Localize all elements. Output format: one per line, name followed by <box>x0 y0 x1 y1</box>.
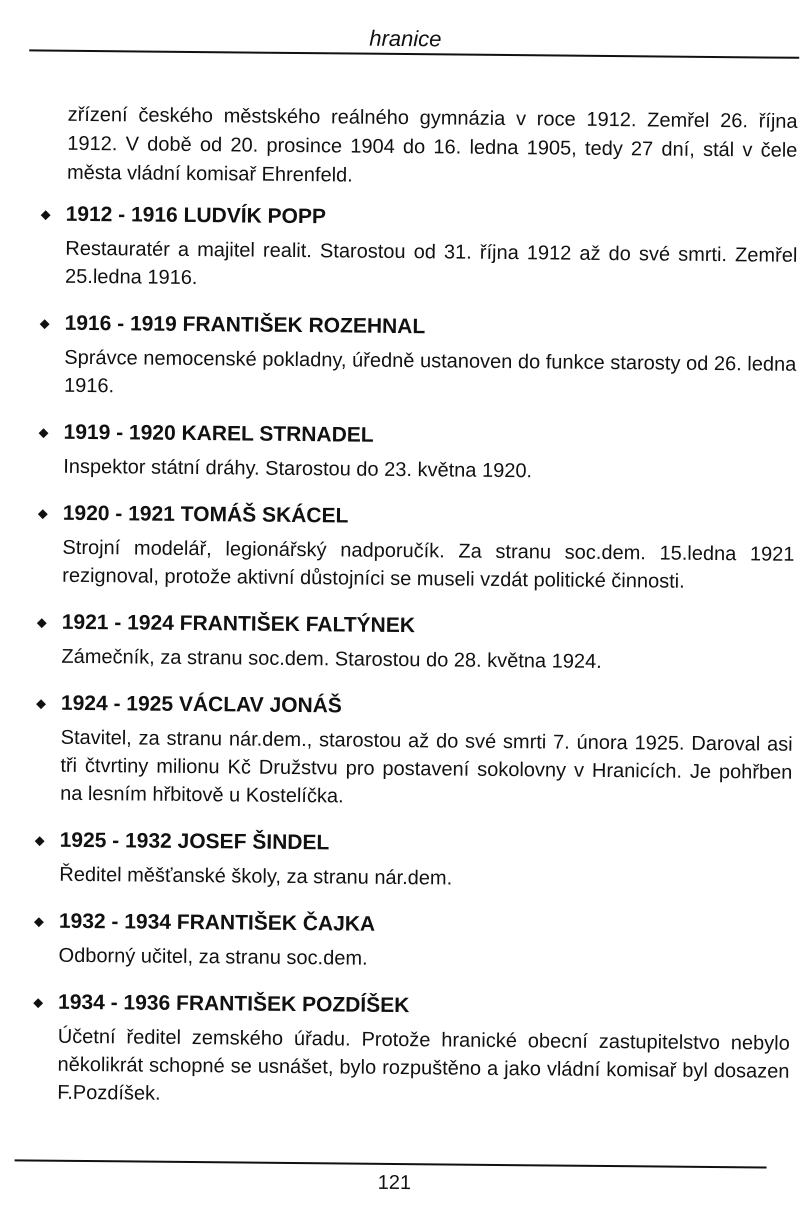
entry-description: Ředitel měšťanské školy, za stranu nár.dem. <box>59 863 453 890</box>
mayor-list <box>17 194 798 1126</box>
list-item <box>23 412 796 487</box>
entry-title: 1912 - 1916 LUDVÍK POPP <box>65 202 327 229</box>
diamond-bullet-icon: ◆ <box>34 832 45 848</box>
list-item <box>22 493 795 596</box>
entry-description: Správce nemocenské pokladny, úředně ustanoven do funkce starosty od 26. ledna 1916. <box>63 346 797 398</box>
entry-title: 1919 - 1920 KAREL STRNADEL <box>63 420 374 447</box>
list-item <box>19 820 792 895</box>
entry-description: Odborný učitel, za stranu soc.dem. <box>58 944 368 970</box>
entry-description: Restauratér a majitel realit. Starostou od 31. října 1912 až do své smrti. Zemřel 25.ledna 1916. <box>64 237 798 290</box>
diamond-bullet-icon: ◆ <box>35 695 47 711</box>
page-number: 121 <box>377 1171 412 1195</box>
diamond-bullet-icon: ◆ <box>36 614 47 630</box>
entry-title: 1921 - 1924 FRANTIŠEK FALTÝNEK <box>61 610 416 638</box>
entry-description: Strojní modelář, legionářský nadporučík. Za stranu soc.dem. 15.ledna 1921 rezignoval, protože aktivní důstojníci se museli vzdát politické činnosti. <box>62 536 795 593</box>
diamond-bullet-icon: ◆ <box>37 505 48 521</box>
diamond-bullet-icon: ◆ <box>39 315 50 331</box>
entry-description: Inspektor státní dráhy. Starostou do 23. května 1920. <box>63 455 533 483</box>
entry-description: Zámečník, za stranu soc.dem. Starostou do 28. května 1924. <box>61 645 602 673</box>
list-item <box>21 602 794 677</box>
entry-title: 1920 - 1921 TOMÁŠ SKÁCEL <box>62 501 349 528</box>
entry-description: Účetní ředitel zemského úřadu. Protože hranické obecní zastupitelstvo nebylo několikrát schopné se usnášet, bylo rozpuštěno a jako vládní komisař byl dosazen F.Pozdíšek. <box>57 1025 790 1105</box>
entry-title: 1934 - 1936 FRANTIŠEK POZDÍŠEK <box>58 990 410 1018</box>
list-item <box>20 683 793 814</box>
list-item <box>24 303 797 406</box>
running-header: hranice <box>369 25 442 52</box>
entry-title: 1924 - 1925 VÁCLAV JONÁŠ <box>60 691 342 718</box>
entry-title: 1925 - 1932 JOSEF ŠINDEL <box>59 828 330 855</box>
list-item <box>17 982 790 1113</box>
diamond-bullet-icon: ◆ <box>40 206 51 222</box>
list-item <box>18 901 791 976</box>
diamond-bullet-icon: ◆ <box>33 913 44 929</box>
entry-description: Stavitel, za stranu nár.dem., starostou až do své smrti 7. února 1925. Daroval asi tři čtvrtiny milionu Kč Družstvu pro postavení sokolovny v Hranicích. Je pohřben na lesním hřbitově u Kostelíčka. <box>60 726 793 808</box>
intro-paragraph: zřízení českého městského reálného gymnázia v roce 1912. Zemřel 26. října 1912. V době od 20. prosince 1904 do 16. ledna 1905, tedy 27 dní, stál v čele města vládní komisař Ehrenfeld. <box>66 103 798 187</box>
entry-title: 1916 - 1919 FRANTIŠEK ROZEHNAL <box>64 311 426 339</box>
footer-rule <box>15 1159 767 1168</box>
list-item <box>25 194 798 297</box>
diamond-bullet-icon: ◆ <box>38 424 49 440</box>
entry-title: 1932 - 1934 FRANTIŠEK ČAJKA <box>58 909 376 936</box>
diamond-bullet-icon: ◆ <box>33 994 44 1010</box>
